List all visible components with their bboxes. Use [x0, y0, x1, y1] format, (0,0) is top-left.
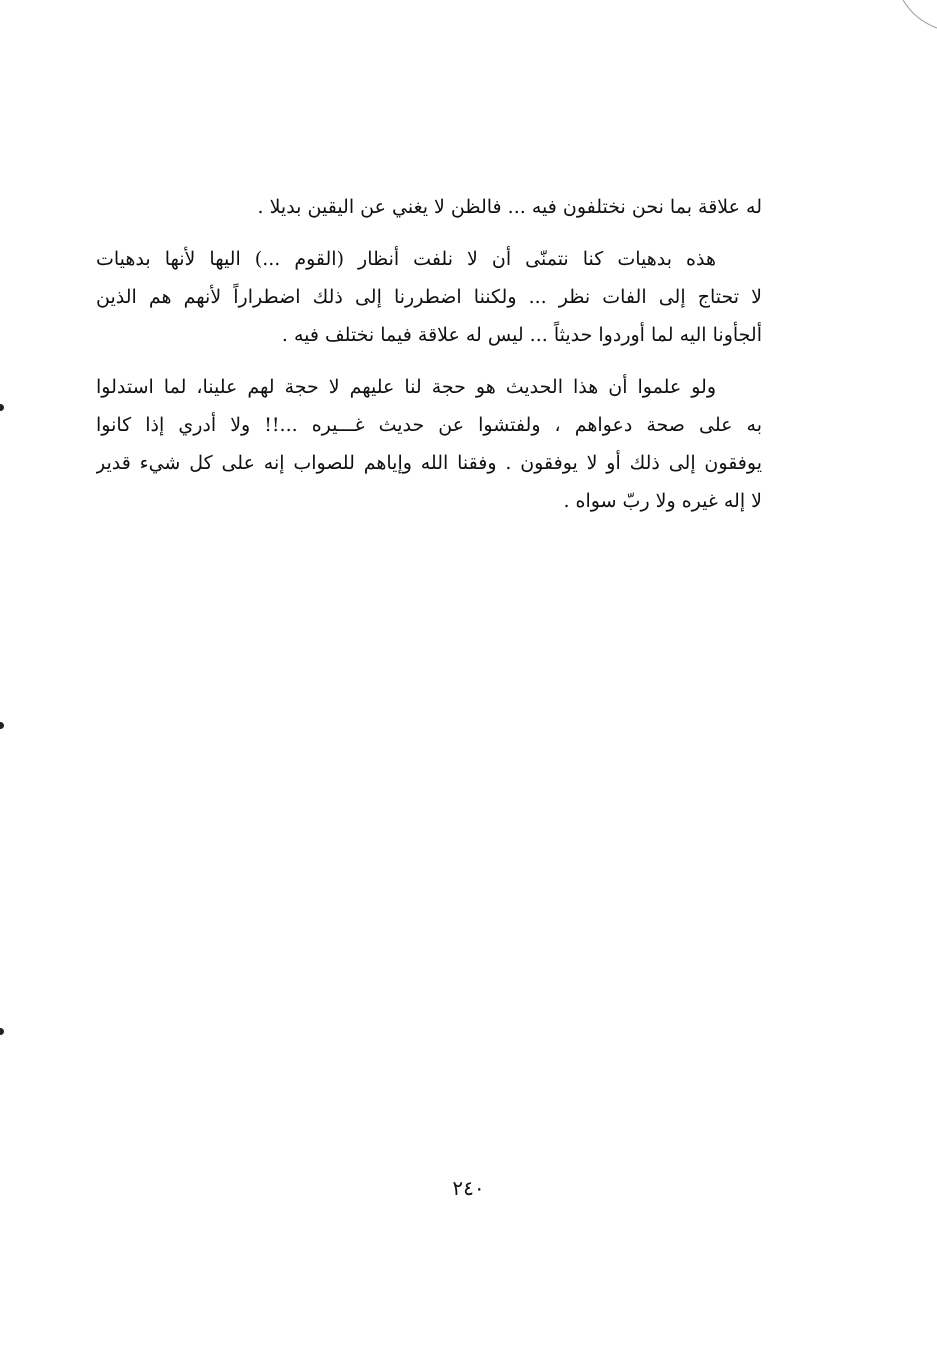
paragraph-2 [96, 240, 762, 354]
text-line: ألجأونا اليه لما أوردوا حديثاً ... ليس له علاقة فيما نختلف فيه . [281, 324, 762, 346]
paragraph-3 [96, 368, 762, 520]
paragraph-1 [96, 188, 762, 226]
page-number: ٢٤٠ [452, 1176, 485, 1200]
scan-edge-mark [0, 404, 4, 411]
text-line: لا تحتاج إلى الفات نظر ... ولكننا اضطررنا إلى ذلك اضطراراً لأنهم هم الذين [96, 286, 762, 308]
text-line: يوفقون إلى ذلك أو لا يوفقون . وفقنا الله وإياهم للصواب إنه على كل شيء قدير [96, 452, 762, 474]
page-corner-mark [901, 0, 937, 36]
body-text [96, 188, 762, 520]
text-line: ولو علموا أن هذا الحديث هو حجة لنا عليهم لا حجة لهم علينا، لما استدلوا [96, 376, 716, 398]
scan-edge-mark [0, 1028, 4, 1035]
scan-edge-mark [0, 722, 4, 729]
paragraph-gap [96, 354, 762, 368]
text-line: به على صحة دعواهم ، ولفتشوا عن حديث غـــيره ...!! ولا أدري إذا كانوا [96, 414, 762, 436]
paragraph-gap [96, 226, 762, 240]
text-line: هذه بدهيات كنا نتمنّى أن لا نلفت أنظار (القوم ...) اليها لأنها بدهيات [96, 248, 716, 270]
text-line: لا إله غيره ولا ربّ سواه . [563, 490, 762, 512]
text-line: له علاقة بما نحن نختلفون فيه ... فالظن لا يغني عن اليقين بديلا . [257, 196, 762, 218]
